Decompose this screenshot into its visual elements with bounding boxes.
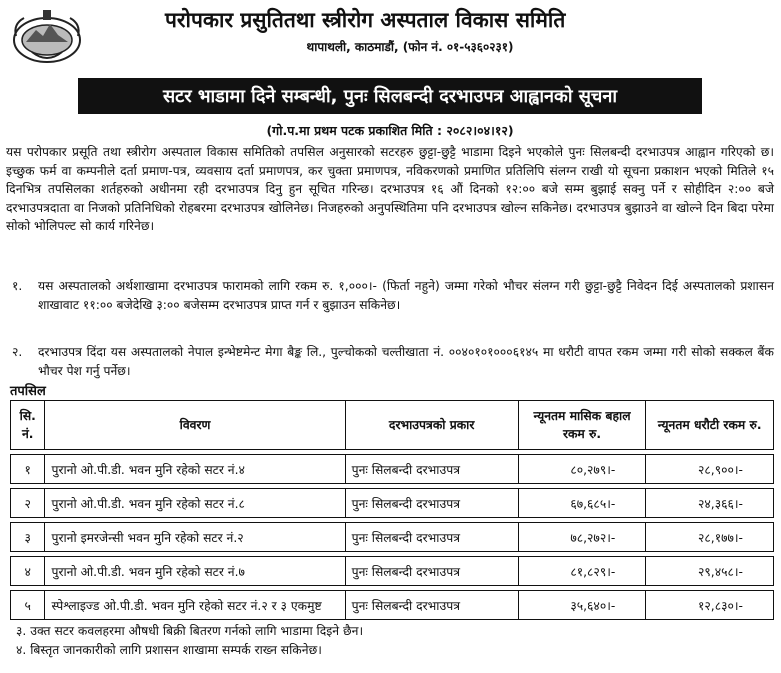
row-monthly-rent: ८०,२७९।-: [518, 455, 646, 484]
column-header: न्यूनतम मासिक बहाल रकम रु.: [518, 401, 646, 450]
row-deposit: २८,९००।-: [646, 455, 774, 484]
row-bid-type: पुनः सिलबन्दी दरभाउपत्र: [345, 523, 518, 552]
row-description: पुरानो ओ.पी.डी. भवन मुनि रहेको सटर नं.४: [45, 455, 345, 484]
notice-paragraph: यस परोपकार प्रसूति तथा स्त्रीरोग अस्पताल विकास समितिको तपसिल अनुसारको सटरहरु छुट्टा-छुट्टै भाडामा दिइने भएकोले पुनः सिलबन्दी दरभाउपत्र आह्वान गरिएको छ। इच्छुक फर्म वा कम्पनीले दर्ता प्रमाण-पत्र, व्यवसाय दर्ता प्रमाणपत्र, कर चुक्ता प्रमाणपत्र, नविकरणको प्रमाणित प्रतिलिपि संलग्न राखी यो सूचना प्रकाशन भएको मितिले १५ दिनभित्र तपसिलका शर्तहरुको अधीनमा रही दरभाउपत्र दिनु हुन सूचित गरिन्छ। दरभाउपत्र १६ औं दिनको १२:०० बजे सम्म बुझाई सक्नु पर्ने र सोहीदिन २:०० बजे दरभाउपत्रदाता वा निजको प्रतिनिधिको रोहबरमा दरभाउपत्र खोलिनेछ। निजहरुको अनुपस्थितिमा पनि दरभाउपत्र खोल्न सकिनेछ। दरभाउपत्र बुझाउने वा खोल्ने दिन बिदा परेमा सोको भोलिपल्ट सो कार्य गरिनेछ।: [6, 145, 774, 234]
table-header-row: [11, 401, 774, 450]
row-description: पुरानो ओ.पी.डी. भवन मुनि रहेको सटर नं.७: [45, 557, 345, 586]
footer-note: ४. बिस्तृत जानकारीको लागि प्रशासन शाखामा सम्पर्क राख्न सकिनेछ।: [16, 643, 322, 657]
column-header: न्यूनतम धरौटी रकम रु.: [646, 401, 774, 450]
row-monthly-rent: ६७,६८५।-: [518, 489, 646, 518]
row-deposit: २४,३६६।-: [646, 489, 774, 518]
row-bid-type: पुनः सिलबन्दी दरभाउपत्र: [345, 591, 518, 620]
schedule-table: [10, 400, 774, 620]
row-number: ५: [11, 591, 45, 620]
row-bid-type: पुनः सिलबन्दी दरभाउपत्र: [345, 489, 518, 518]
column-header: विवरण: [45, 401, 345, 450]
notice-title: सटर भाडामा दिने सम्बन्धी, पुनः सिलबन्दी दरभाउपत्र आह्वानको सूचना: [78, 78, 702, 114]
row-description: स्पेश्लाइज्ड ओ.पी.डी. भवन मुनि रहेको सटर नं.२ र ३ एकमुष्ट: [45, 591, 345, 620]
row-deposit: २९,४५८।-: [646, 557, 774, 586]
row-bid-type: पुनः सिलबन्दी दरभाउपत्र: [345, 557, 518, 586]
schedule-heading: तपसिल: [10, 384, 46, 399]
row-monthly-rent: ३५,६४०।-: [518, 591, 646, 620]
table-row: [11, 591, 774, 620]
row-bid-type: पुनः सिलबन्दी दरभाउपत्र: [345, 455, 518, 484]
condition-number: २.: [12, 345, 23, 359]
nepal-emblem-icon: [10, 8, 84, 66]
column-header: सि. नं.: [11, 401, 45, 450]
row-number: ४: [11, 557, 45, 586]
table-row: [11, 523, 774, 552]
column-header: दरभाउपत्रको प्रकार: [345, 401, 518, 450]
row-monthly-rent: ८१,८२९।-: [518, 557, 646, 586]
row-deposit: २८,१७७।-: [646, 523, 774, 552]
table-row: [11, 455, 774, 484]
condition-text: दरभाउपत्र दिंदा यस अस्पतालको नेपाल इन्भेष्टमेन्ट मेगा बैङ्क लि., पुल्चोकको चल्तीखाता नं. ००४०१०१०००६१४५ मा धरौटी वापत रकम जम्मा गरी सोको सक्कल बैंक भौचर पेश गर्नु पर्नेछ।: [38, 345, 774, 378]
table-row: [11, 557, 774, 586]
organization-name: परोपकार प्रसुतितथा स्त्रीरोग अस्पताल विकास समिति: [165, 8, 566, 32]
publication-date: (गो.प.मा प्रथम पटक प्रकाशित मिति : २०८२।०४।१२): [266, 123, 514, 138]
row-number: ३: [11, 523, 45, 552]
row-number: २: [11, 489, 45, 518]
row-number: १: [11, 455, 45, 484]
table-row: [11, 489, 774, 518]
condition-number: १.: [12, 279, 23, 293]
row-description: पुरानो इमरजेन्सी भवन मुनि रहेको सटर नं.२: [45, 523, 345, 552]
row-description: पुरानो ओ.पी.डी. भवन मुनि रहेको सटर नं.८: [45, 489, 345, 518]
row-monthly-rent: ७८,२७२।-: [518, 523, 646, 552]
row-deposit: १२,८३०।-: [646, 591, 774, 620]
footer-note: ३. उक्त सटर कवलहरमा औषधी बिक्री बितरण गर्नको लागि भाडामा दिइने छैन।: [16, 624, 364, 638]
organization-address: थापाथली, काठमाडौं, (फोन नं. ०१-५३६०२३१): [306, 40, 514, 54]
condition-text: यस अस्पतालको अर्थशाखामा दरभाउपत्र फारामको लागि रकम रु. १,०००।- (फिर्ता नहुने) जम्मा गरेको भौचर संलग्न गरी छुट्टा-छुट्टै निवेदन दिई अस्पतालको प्रशासन शाखावाट ११:०० बजेदेखि ३:०० बजेसम्म दरभाउपत्र प्राप्त गर्न र बुझाउन सकिनेछ।: [38, 279, 774, 312]
